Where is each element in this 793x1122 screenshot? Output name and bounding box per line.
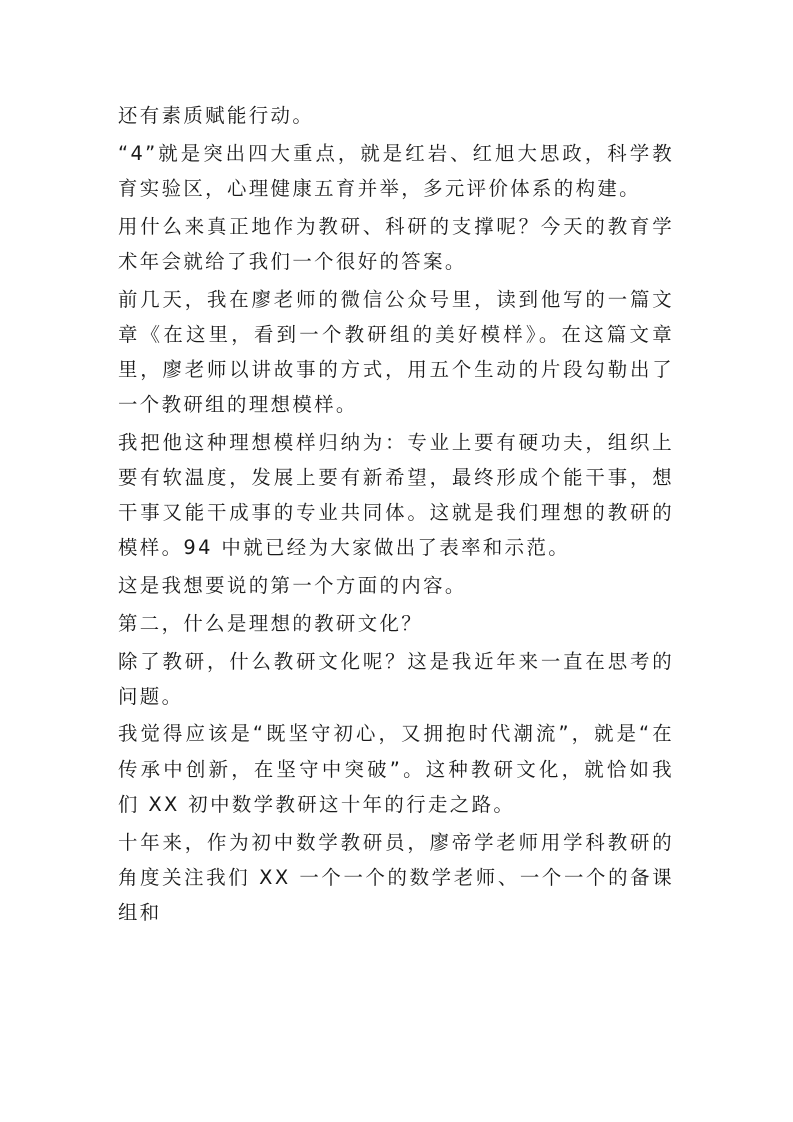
document-body bbox=[118, 98, 674, 933]
paragraph-4: 前几天，我在廖老师的微信公众号里，读到他写的一篇文章《在这里，看到一个教研组的美好模样》。在这篇文章里，廖老师以讲故事的方式，用五个生动的片段勾勒出了一个教研组的理想模样。 bbox=[118, 287, 674, 417]
paragraph-9: 我觉得应该是“既坚守初心，又拥抱时代潮流”，就是“在传承中创新，在坚守中突破”。这种教研文化，就恰如我们 XX 初中数学教研这十年的行走之路。 bbox=[118, 722, 674, 816]
paragraph-10: 十年来，作为初中数学教研员，廖帝学老师用学科教研的角度关注我们 XX 一个一个的数学老师、一个一个的备课组和 bbox=[118, 830, 674, 924]
paragraph-1: 还有素质赋能行动。 bbox=[118, 104, 315, 127]
paragraph-8: 除了教研，什么教研文化呢？这是我近年来一直在思考的问题。 bbox=[118, 649, 674, 708]
paragraph-3: 用什么来真正地作为教研、科研的支撑呢？今天的教育学术年会就给了我们一个很好的答案。 bbox=[118, 214, 674, 273]
paragraph-6: 这是我想要说的第一个方面的内容。 bbox=[118, 574, 467, 598]
paragraph-7: 第二，什么是理想的教研文化？ bbox=[118, 611, 424, 635]
paragraph-2: “4”就是突出四大重点，就是红岩、红旭大思政，科学教育实验区，心理健康五育并举，多元评价体系的构建。 bbox=[118, 141, 674, 200]
paragraph-5: 我把他这种理想模样归纳为：专业上要有硬功夫，组织上要有软温度，发展上要有新希望，最终形成个能干事，想干事又能干成事的专业共同体。这就是我们理想的教研的模样。94 中就已经为大家做出了表率和示范。 bbox=[118, 430, 674, 560]
